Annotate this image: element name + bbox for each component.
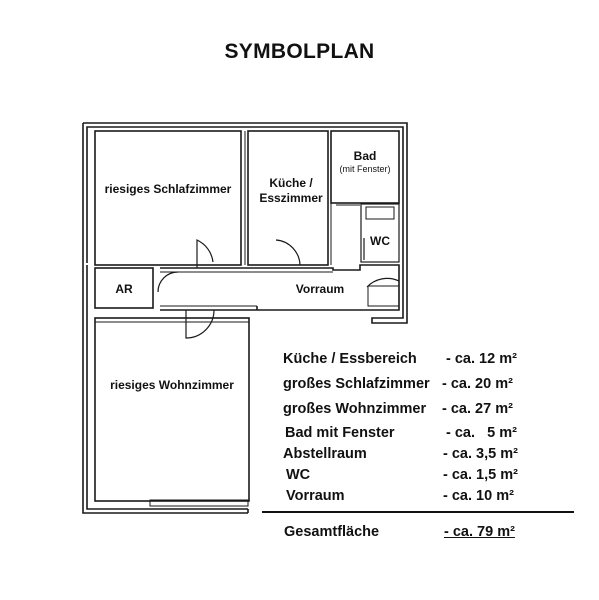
living-room-walls <box>95 318 249 506</box>
area-value: - ca. 20 m² <box>442 376 513 392</box>
area-value: - ca. 1,5 m² <box>443 467 518 483</box>
area-row-hallway <box>283 488 583 508</box>
area-row-bedroom <box>283 376 583 396</box>
area-value: - ca. 27 m² <box>442 401 513 417</box>
area-row-storage <box>283 446 583 466</box>
room-label-bedroom: riesiges Schlafzimmer <box>104 182 232 196</box>
area-value: - ca. 12 m² <box>446 351 517 367</box>
room-label-living-room: riesiges Wohnzimmer <box>110 378 234 392</box>
area-value: - ca. 3,5 m² <box>443 446 518 462</box>
room-label-bath-title: Bad <box>353 149 377 163</box>
room-label-bath <box>331 149 399 175</box>
room-label-wc: WC <box>370 234 390 248</box>
area-value: - ca. 10 m² <box>443 488 514 504</box>
room-label-kitchen-line1: Küche / <box>269 176 313 190</box>
area-name: Vorraum <box>286 488 345 504</box>
page-title: SYMBOLPLAN <box>224 40 375 63</box>
area-name: Abstellraum <box>283 446 367 462</box>
area-name: Küche / Essbereich <box>283 351 417 367</box>
area-name: WC <box>286 467 311 483</box>
area-row-living-room <box>283 401 583 421</box>
room-label-bath-sub: (mit Fenster) <box>339 164 391 174</box>
room-label-kitchen-line2: Esszimmer <box>259 191 323 205</box>
bedroom-walls <box>95 131 245 265</box>
area-row-total <box>283 524 583 544</box>
area-name: großes Wohnzimmer <box>283 401 427 417</box>
room-label-kitchen <box>248 176 334 206</box>
area-name: großes Schlafzimmer <box>283 376 430 392</box>
area-value: - ca. 5 m² <box>446 425 517 441</box>
area-row-bath <box>283 425 583 445</box>
total-divider <box>262 511 574 513</box>
room-label-hallway: Vorraum <box>295 282 345 296</box>
room-label-storage: AR <box>115 282 133 296</box>
area-row-kitchen <box>283 351 583 371</box>
area-row-wc <box>283 467 583 487</box>
total-value: - ca. 79 m² <box>444 524 515 540</box>
total-name: Gesamtfläche <box>284 524 380 540</box>
area-name: Bad mit Fenster <box>285 425 395 441</box>
